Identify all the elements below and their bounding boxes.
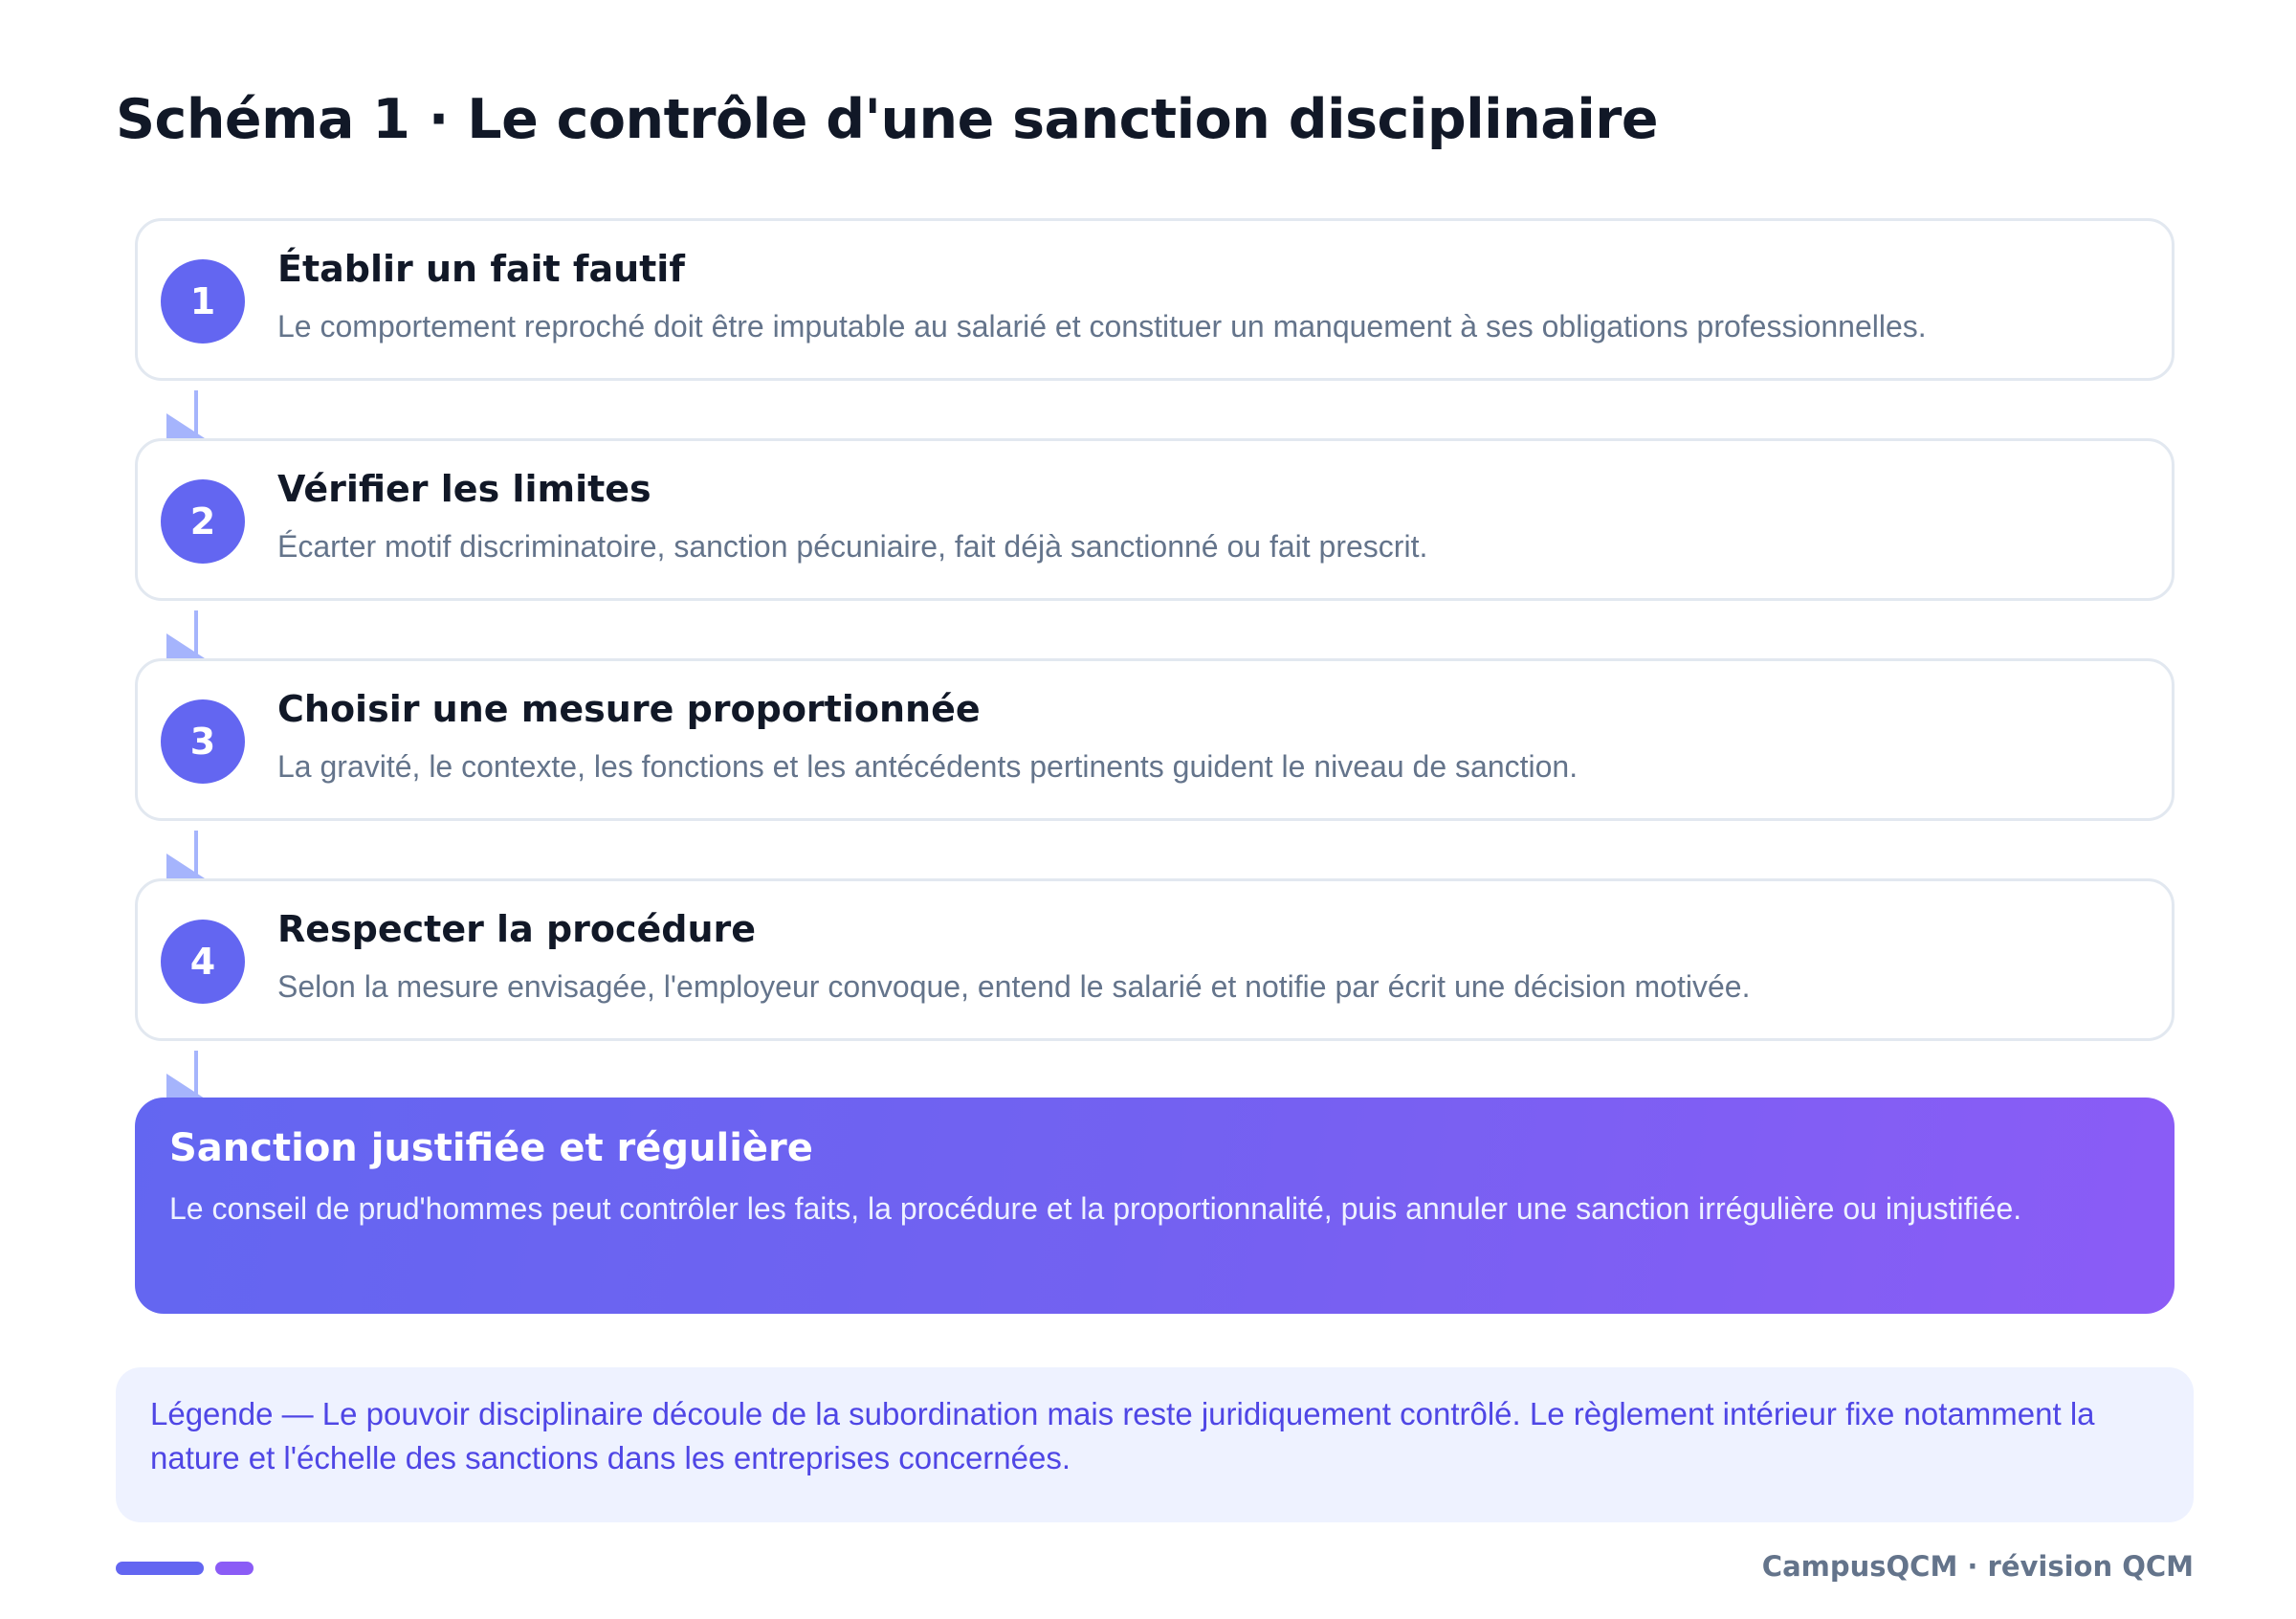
- step-title: Respecter la procédure: [277, 908, 757, 950]
- step-title: Vérifier les limites: [277, 468, 651, 510]
- step-description: Le comportement reproché doit être imputable au salarié et constituer un manquement à ses obligations professionnelles.: [277, 309, 1927, 344]
- step-description: Selon la mesure envisagée, l'employeur convoque, entend le salarié et notifie par écrit une décision motivée.: [277, 969, 1751, 1004]
- step-description: La gravité, le contexte, les fonctions et les antécédents pertinents guident le niveau de sanction.: [277, 749, 1578, 784]
- legend-box: [116, 1367, 2194, 1522]
- step-card-2: [135, 438, 2175, 601]
- step-number-badge: 1: [161, 259, 245, 344]
- step-card-1: [135, 218, 2175, 381]
- step-number-badge: 3: [161, 699, 245, 784]
- arrow-down-icon: [166, 610, 207, 658]
- footer-credit: CampusQCM · révision QCM: [1761, 1550, 2194, 1583]
- page-title: Schéma 1 · Le contrôle d'une sanction disciplinaire: [116, 88, 1659, 151]
- step-card-3: [135, 658, 2175, 821]
- arrow-down-icon: [166, 831, 207, 878]
- result-title: Sanction justifiée et régulière: [169, 1126, 813, 1170]
- step-title: Établir un fait fautif: [277, 248, 685, 290]
- step-number-badge: 2: [161, 479, 245, 564]
- step-description: Écarter motif discriminatoire, sanction pécuniaire, fait déjà sanctionné ou fait prescrit.: [277, 529, 1428, 564]
- footer-accent-bar-secondary: [215, 1562, 254, 1575]
- arrow-down-icon: [166, 390, 207, 438]
- result-description: Le conseil de prud'hommes peut contrôler les faits, la procédure et la proportionnalité, puis annuler une sanction irrégulière ou injustifiée.: [169, 1191, 2022, 1226]
- result-card: [135, 1098, 2175, 1314]
- step-card-4: [135, 878, 2175, 1041]
- step-title: Choisir une mesure proportionnée: [277, 688, 981, 730]
- arrow-down-icon: [166, 1051, 207, 1098]
- legend-text: Légende — Le pouvoir disciplinaire découle de la subordination mais reste juridiquement contrôlé. Le règlement intérieur fixe notamment la nature et l'échelle des sanctions dans les entreprises concernées.: [150, 1396, 2095, 1475]
- step-number-badge: 4: [161, 920, 245, 1004]
- footer-accent-bar: [116, 1562, 204, 1575]
